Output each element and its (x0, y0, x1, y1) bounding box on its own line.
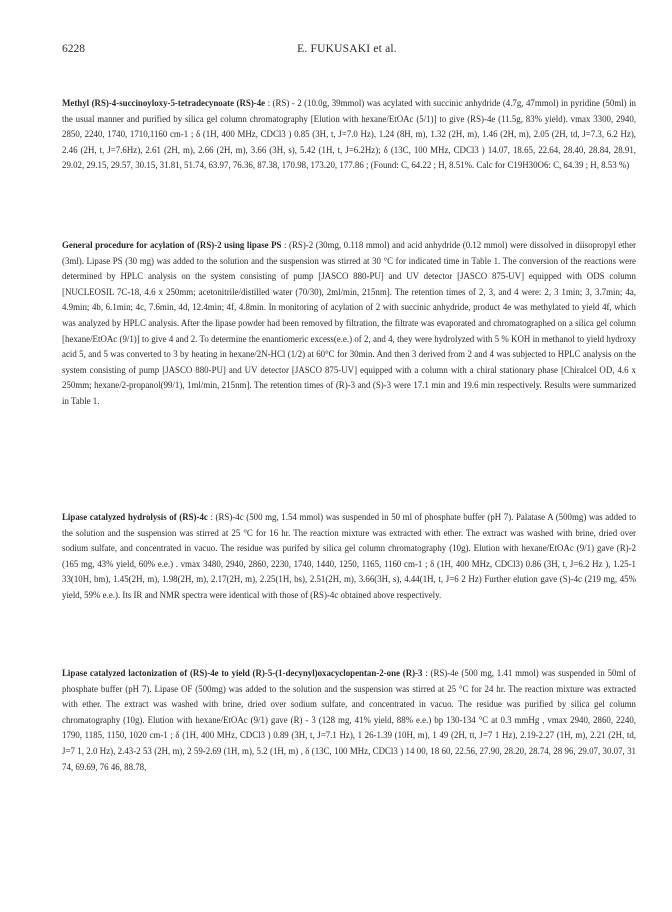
section-lipase-lactonization (62, 666, 636, 775)
section-body: : (RS) - 2 (10.0g, 39mmol) was acylated with succinic anhydride (4.7g, 47mmol) in pyridine (50ml) in the usual manner and purified by silica gel column chromatography [Elution with hexane/EtOAc (5/1)] to give (RS)-4e (11.5g, 83% yield). vmax 3300, 2940, 2850, 2240, 1740, 1710,1160 cm-1 ; δ (1H, 400 MHz, CDCl3 ) 0.85 (3H, t, J=7.0 Hz), 1.24 (8H, m), 1.32 (2H, m), 1.46 (2H, m), 2.05 (2H, td, J=7.3, 6.2 Hz), 2.46 (2H, t, J=7.6Hz), 2.61 (2H, m), 2.66 (2H, m), 3.66 (3H, s), 5.42 (1H, t, J=6.2Hz); δ (13C, 100 MHz, CDCl3 ) 14.07, 18.65, 22.64, 28.40, 28.84, 28.91, 29.02, 29.15, 29.57, 30.15, 31.81, 51.74, 63.97, 76.36, 87.38, 170.98, 173.20, 177.86 ; (Found: C, 64.22 ; H, 8.51%. Calc for C19H30O6: C, 64.39 ; H, 8.53 %) (62, 98, 636, 171)
running-head: E. FUKUSAKI et al. (297, 43, 397, 55)
section-methyl-succinoyloxy (62, 96, 636, 174)
section-heading: Methyl (RS)-4-succinoyloxy-5-tetradecynoate (RS)-4e (62, 98, 266, 108)
section-heading: General procedure for acylation of (RS)-2 using lipase PS (62, 240, 282, 250)
section-general-procedure-acylation (62, 238, 636, 410)
section-body: : (RS)-4c (500 mg, 1.54 mmol) was suspended in 50 ml of phosphate buffer (pH 7). Palatase A (500mg) was added to the solution and the suspension was stirred at 25 °C for 16 hr. The reaction mixture was extracted with ether. The extract was washed with brine, dried over sodium sulfate, and concentrated in vacuo. The residue was purifed by silica gel column chromatography (10g). Elution with hexane/EtOAc (9/1) gave (R)-2 (165 mg, 43% yield, 60% e.e.) . vmax 3480, 2940, 2860, 2230, 1740, 1440, 1250, 1165, 1160 cm-1 ; δ (1H, 400 MHz, CDCl3) 0.86 (3H, t, J=6.2 Hz ), 1.25-1 33(10H, bm), 1.45(2H, m), 1.98(2H, m), 2.17(2H, m), 2.25(1H, bs), 2.51(2H, m), 3.66(3H, s), 4.44(1H, t, J=6 2 Hz) Further elution gave (S)-4c (219 mg, 45% yield, 59% e.e.). Its IR and NMR spectra were identical with those of (RS)-4c obtained above respectively. (62, 512, 637, 600)
section-heading: Lipase catalyzed lactonization of (RS)-4e to yield (R)-5-(1-decynyl)oxacyclopentan-2-one (R)-3 (62, 668, 423, 678)
section-body: : (RS)-4e (500 mg, 1.41 mmol) was suspended in 50ml of phosphate buffer (pH 7). Lipase OF (500mg) was added to the solution and the suspension was stirred at 25 °C for 24 hr. The reaction mixture was extracted with ether. The extract was washed with brine, dried over sodium sulfate, and concentrated in vacuo. The residue was purified by silica gel column chromatography (10g). Elution with hexane/EtOAc (9/1) gave (R) - 3 (128 mg, 41% yield, 88% e.e.) bp 130-134 °C at 0.3 mmHg , vmax 2940, 2860, 2240, 1790, 1185, 1150, 1020 cm-1 ; δ (1H, 400 MHz, CDCl3 ) 0.89 (3H, t, J=7.1 Hz), 1 26-1.39 (10H, m), 1 49 (2H, tt, J=7 1 Hz), 2.19-2.27 (1H, m), 2.21 (2H, td, J=7 1, 2.0 Hz), 2.43-2 53 (2H, m), 2 59-2.69 (1H, m), 5.2 (1H, m) , δ (13C, 100 MHz, CDCl3 ) 14 00, 18 60, 22.56, 27.90, 28.20, 28.74, 28 96, 29.07, 30.07, 31 74, 69.69, 76 46, 88.78, (62, 668, 636, 772)
section-body: : (RS)-2 (30mg, 0.118 mmol) and acid anhydride (0.12 mmol) were dissolved in diisopropyl ether (3ml). Lipase PS (30 mg) was added to the solution and the suspension was stirred at 30 °C for indicated time in Table 1. The conversion of the reactions were determined by HPLC analysis on the system consisting of pump [JASCO 880-PU] and UV detector [JASCO 875-UV] equipped with ODS column [NUCLEOSIL 7C-18, 4.6 x 250mm; acetonitrile/distilled water (70/30), 2ml/min, 215nm]. The retention times of 2, 3, and 4 were: 2, 3 1min; 3, 3.7min; 4a, 4.9min; 4b, 6.1min; 4c, 7.6min, 4d, 12.4min; 4f, 4.8min. In monitoring of acylation of 2 with succinic anhydride, product 4e was methylated to yield 4f, which was analyzed by HPLC analysis. After the lipase powder had been removed by filtration, the filtrate was evaporated and chromatographed on a silica gel column [hexane/EtOAc (9/1)] to give 4 and 2. To determine the enantiomeric excess(e.e.) of 2, and 4, they were hydrolyzed with 5 % KOH in methanol to yield hydroxy acid 5, and 5 was converted to 3 by heating in hexane/2N-HCl (1/2) at 60°C for 30min. And then 3 derived from 2 and 4 was subjected to HPLC analysis on the system consisting of pump [JASCO 880-PU] and UV detector [JASCO 875-UV] equipped with a column with a chiral stationary phase [Chiralcel OD, 4.6 x 250mm; hexane/2-propanol(99/1), 1ml/min, 215nm]. The retention times of (R)-3 and (S)-3 were 17.1 min and 19.6 min respectively. Results were summarized in Table 1. (62, 240, 636, 406)
section-lipase-hydrolysis (62, 510, 636, 604)
page-header (62, 43, 632, 59)
page-number: 6228 (62, 43, 85, 55)
section-heading: Lipase catalyzed hydrolysis of (RS)-4c (62, 512, 208, 522)
